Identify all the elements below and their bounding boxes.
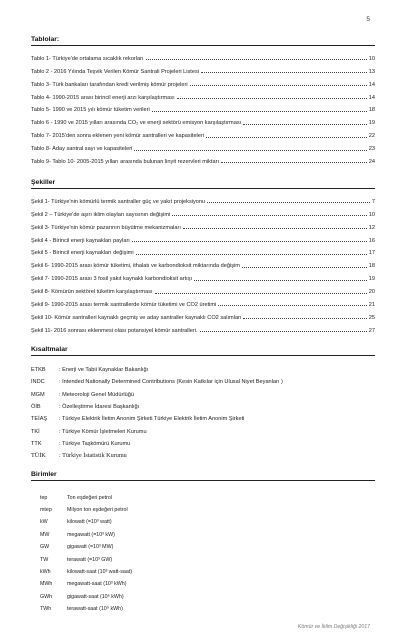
unit-entry-code: kWh (40, 568, 51, 575)
figure-entry-page: 18 (368, 263, 375, 270)
figure-entry[interactable] (31, 256, 375, 269)
figure-entry[interactable] (31, 218, 375, 231)
abbreviation-entry (31, 447, 375, 459)
table-entry-page: 13 (368, 68, 375, 75)
unit-entry-description: kilowatt-saat (10³ watt-saat) (67, 568, 133, 575)
figure-entry-label: Şekil 2 – Türkiye'de aşırı iklim olayları sayısının değişimi (31, 211, 171, 218)
unit-entry-description: Ton eşdeğeri petrol (67, 494, 113, 501)
figure-entry-label: Şekil 5 - Birincil enerji kaynakları değişimi (31, 250, 134, 257)
table-entry[interactable] (31, 113, 375, 126)
table-entry-label: Tablo 4- 1990-2015 arası birincil enerji arzı karşılaştırması (31, 94, 175, 101)
figure-entry[interactable] (31, 308, 375, 321)
table-entry-page: 14 (368, 94, 375, 101)
figure-entry-label: Şekil 9- 1990-2015 arası termik santrallerde kömür tüketimi ve CO2 üretimi (31, 302, 217, 309)
unit-entry (40, 538, 375, 550)
unit-entry-code: GWh (40, 593, 53, 600)
table-entry-page: 10 (368, 55, 375, 62)
unit-entry-description: megawatt (=10³ kW) (67, 531, 115, 538)
abbreviation-entry-description: : Özelleştirme İdaresi Başkanlığı (59, 404, 140, 410)
dot-leader (132, 241, 367, 242)
unit-entry-code: mtep (40, 506, 52, 513)
tables-list (31, 49, 375, 165)
dot-leader (243, 124, 367, 125)
dot-leader (190, 85, 367, 86)
abbreviation-entry-code: TTK (31, 440, 42, 447)
figure-entry-page: 19 (368, 276, 375, 283)
table-entry[interactable] (31, 62, 375, 75)
abbreviation-entry (31, 373, 375, 385)
abbreviations-heading: Kısaltmalar (31, 346, 375, 356)
unit-entry (40, 563, 375, 575)
abbreviation-entry-code: INDC (31, 379, 45, 386)
table-entry-label: Tablo 6 - 1990 ve 2015 yılları arasında CO₂ ve enerji sektörü emisyon karşılaştırması (31, 120, 242, 127)
abbreviation-entry-code: TEİAŞ (31, 416, 48, 423)
dot-leader (177, 98, 367, 99)
table-entry-page: 23 (368, 146, 375, 153)
figure-entry-page: 7 (371, 198, 375, 205)
unit-entry (40, 513, 375, 525)
abbreviation-entry-code: ÖİB (31, 404, 41, 410)
figure-entry-page: 17 (368, 250, 375, 257)
dot-leader (243, 318, 366, 319)
figure-entry[interactable] (31, 282, 375, 295)
abbreviation-entry (31, 398, 375, 410)
unit-entry-description: Milyon ton eşdeğeri petrol (67, 506, 128, 513)
figure-entry-page: 27 (368, 327, 375, 334)
footer-note: Kömür ve İklim Değişikliği 2017 (297, 624, 370, 630)
units-list (31, 488, 375, 612)
table-entry-label: Tablo 1- Türkiye'de ortalama sıcaklık rekorları (31, 55, 144, 62)
dot-leader (183, 228, 367, 229)
unit-entry-description: gigawatt (=10³ MW) (67, 544, 114, 551)
table-entry-label: Tablo 8- Aday santral sayı ve kapasiteleri (31, 146, 133, 153)
table-entry[interactable] (31, 126, 375, 139)
abbreviation-entry-description: : Türkiye Taşkömürü Kurumu (59, 440, 131, 447)
dot-leader (134, 150, 366, 151)
figure-entry-page: 12 (368, 224, 375, 231)
figure-entry-page: 25 (368, 314, 375, 321)
table-entry-label: Tablo 3- Türk bankaları tarafından kredi verilmiş kömür projeleri (31, 81, 188, 88)
unit-entry (40, 575, 375, 587)
figure-entry[interactable] (31, 295, 375, 308)
unit-entry-code: TWh (40, 606, 52, 613)
abbreviation-entry-description: : Intended Nationally Determined Contributions (Kesin Katkılar için Ulusal Niyet Beyanları ) (59, 379, 283, 386)
table-entry-label: Tablo 7- 2015'den sonra eklenen yeni kömür santralleri ve kapasiteleri (31, 133, 205, 140)
abbreviation-entry (31, 422, 375, 434)
table-entry-page: 22 (368, 133, 375, 140)
table-entry-label: Tablo 5- 1990 ve 2015 yılı kömür tüketim verileri (31, 107, 150, 114)
dot-leader (201, 72, 367, 73)
table-entry[interactable] (31, 88, 375, 101)
unit-entry (40, 488, 375, 500)
table-entry[interactable] (31, 139, 375, 152)
unit-entry-code: GW (40, 544, 50, 551)
dot-leader (200, 331, 367, 332)
dot-leader (221, 162, 367, 163)
figure-entry-label: Şekil 6- 1990-2015 arası kömür tüketimi, ithalatı ve karbondioksit miktarında değişim (31, 263, 240, 270)
abbreviation-entry-description: : Türkiye Kömür İşletmeleri Kurumu (59, 428, 147, 435)
figure-entry-label: Şekil 11- 2016 sonrası eklenmesi olası potansiyel kömür santralleri. (31, 327, 198, 334)
abbreviation-entry-description: : Enerji ve Tabii Kaynaklar Bakanlığı (59, 367, 149, 374)
unit-entry-code: TW (40, 556, 49, 563)
units-heading: Birimler (31, 471, 375, 481)
figure-entry[interactable] (31, 321, 375, 334)
figures-list (31, 192, 375, 334)
figures-heading: Şekiller (31, 179, 375, 189)
unit-entry (40, 587, 375, 599)
figure-entry-page: 10 (368, 211, 375, 218)
abbreviation-entry-description: : Türkiye İstatistik Kurumu (59, 452, 127, 460)
unit-entry (40, 550, 375, 562)
figure-entry-label: Şekil 8- Kömürün sektörel tüketim karşılaştırması (31, 289, 153, 296)
unit-entry-description: terawatt (=10³ GW) (67, 556, 113, 563)
abbreviation-entry (31, 435, 375, 447)
abbreviation-entry-code: TKİ (31, 428, 40, 435)
abbreviation-entry-description: : Türkiye Elektrik İletim Anonim Şirketi Türkiye Elektrik İletim Anonim Şirketi (59, 416, 245, 423)
abbreviation-entry-code: ETKB (31, 367, 46, 374)
table-entry-page: 14 (368, 81, 375, 88)
dot-leader (194, 280, 367, 281)
table-entry[interactable] (31, 101, 375, 114)
dot-leader (218, 305, 366, 306)
dot-leader (155, 293, 367, 294)
table-entry-page: 18 (368, 107, 375, 114)
unit-entry-code: kW (40, 519, 48, 526)
table-entry[interactable] (31, 75, 375, 88)
figure-entry-label: Şekil 1- Türkiye'nin kömürlü termik santraller güç ve yakıt projeksiyonu (31, 198, 206, 205)
tables-heading: Tablolar: (31, 36, 375, 46)
abbreviation-entry-code: MGM (31, 391, 45, 398)
dot-leader (146, 59, 367, 60)
figure-entry[interactable] (31, 192, 375, 205)
abbreviation-entry-code: TÜİK (31, 452, 46, 460)
figure-entry[interactable] (31, 231, 375, 244)
unit-entry-description: gigawatt-saat (10⁶ kWh) (67, 593, 124, 600)
table-entry[interactable] (31, 152, 375, 165)
abbreviation-entry (31, 361, 375, 373)
abbreviation-entry (31, 410, 375, 422)
page-number: 5 (366, 16, 370, 23)
figure-entry[interactable] (31, 269, 375, 282)
unit-entry (40, 501, 375, 513)
figure-entry-label: Şekil 7- 1990-2015 arası 3 fosil yakıt kaynaklı karbondioksit artışı (31, 276, 193, 283)
figure-entry[interactable] (31, 205, 375, 218)
table-entry-label: Tablo 2 - 2016 Yılında Teşvik Verilen Kömür Santrali Projeleri Listesi (31, 68, 200, 75)
figure-entry[interactable] (31, 244, 375, 257)
dot-leader (242, 267, 367, 268)
dot-leader (172, 215, 366, 216)
figure-entry-page: 16 (368, 237, 375, 244)
figure-entry-label: Şekil 3- Türkiye'nin kömür pazarının büyütme mekanizmaları (31, 224, 181, 231)
unit-entry-description: megawatt-saat (10³ kWh) (67, 581, 127, 588)
unit-entry-code: tep (40, 494, 48, 501)
table-entry-page: 24 (368, 159, 375, 166)
figure-entry-label: Şekil 10- Kömür santralleri kaynaklı geçmiş ve aday santraller kaynaklı CO2 salımları (31, 314, 242, 321)
unit-entry-description: kilowatt (=10³ watt) (67, 519, 112, 526)
unit-entry (40, 525, 375, 537)
unit-entry-code: MW (40, 531, 50, 538)
dot-leader (152, 111, 367, 112)
document-body (31, 36, 375, 612)
table-entry-label: Tablo 9- Tablo 10- 2005-2015 yılları arasında bulunan linyit rezervleri miktarı (31, 159, 220, 166)
figure-entry-page: 20 (368, 289, 375, 296)
abbreviations-list (31, 361, 375, 459)
unit-entry-code: MWh (40, 581, 53, 588)
unit-entry-description: terawatt-saat (10⁹ kWh) (67, 606, 123, 613)
table-entry-page: 19 (368, 120, 375, 127)
table-entry[interactable] (31, 49, 375, 62)
abbreviation-entry-description: : Meteoroloji Genel Müdürlüğü (59, 391, 134, 398)
abbreviation-entry (31, 385, 375, 397)
dot-leader (206, 137, 367, 138)
dot-leader (207, 202, 370, 203)
unit-entry (40, 600, 375, 612)
dot-leader (136, 254, 367, 255)
figure-entry-label: Şekil 4 - Birincil enerji kaynakları payları (31, 237, 130, 244)
figure-entry-page: 21 (368, 302, 375, 309)
